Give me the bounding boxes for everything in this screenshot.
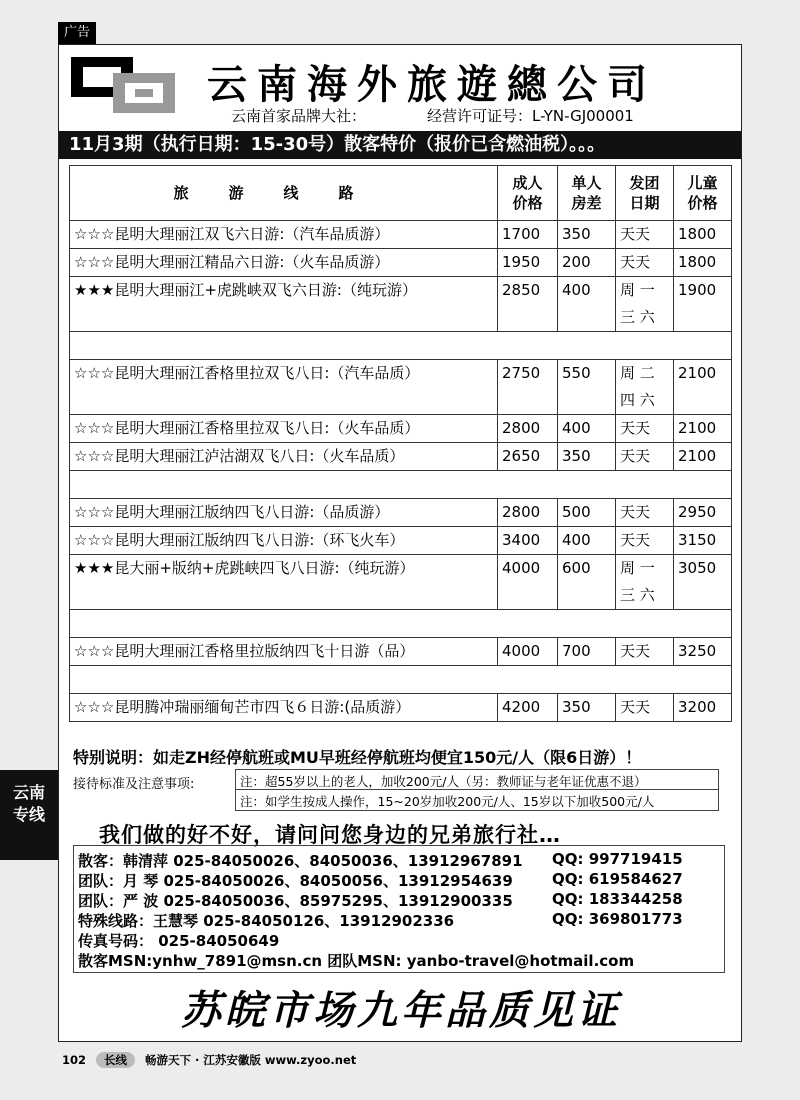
notes-box: [235, 769, 719, 811]
adult-price: 2650: [498, 443, 558, 471]
side-tab-line2: 专线: [12, 805, 45, 824]
contact-qq: QQ: 619584627: [552, 870, 683, 888]
depart-day-text: 周 二: [620, 364, 655, 382]
header-route: 旅游线路: [70, 166, 498, 221]
route-name: ☆☆☆昆明大理丽江精品六日游:（火车品质游）: [70, 249, 498, 277]
adult-price: 2800: [498, 415, 558, 443]
depart-days: [616, 443, 674, 471]
license-number: 经营许可证号：L-YN-GJ00001: [427, 107, 634, 125]
adult-price: 2850: [498, 277, 558, 332]
ad-page: [58, 44, 742, 1042]
adult-price: 4000: [498, 555, 558, 610]
table-row: [70, 415, 732, 443]
route-name: ☆☆☆昆明大理丽江双飞六日游:（汽车品质游）: [70, 221, 498, 249]
contact-qq: QQ: 369801773: [552, 910, 683, 928]
header-single: 单人 房差: [558, 166, 616, 221]
adult-price: 2750: [498, 360, 558, 415]
side-tab-line1: 云南: [12, 783, 45, 802]
depart-day-text: 周 一: [620, 559, 655, 577]
depart-days: [616, 277, 674, 332]
adult-price: 4000: [498, 638, 558, 666]
route-name: ☆☆☆昆明大理丽江香格里拉版纳四飞十日游（品）: [70, 638, 498, 666]
depart-days: [616, 527, 674, 555]
route-name: ☆☆☆昆明大理丽江香格里拉双飞八日:（火车品质）: [70, 415, 498, 443]
child-price: 2100: [674, 415, 732, 443]
depart-days: [616, 638, 674, 666]
table-row: [70, 249, 732, 277]
note-item: 注：超55岁以上的老人，加收200元/人（另：教师证与老年证优惠不退）: [240, 774, 647, 789]
depart-day-text: 三 六: [620, 308, 655, 326]
depart-day-text: 周 一: [620, 281, 655, 299]
publication-name: 畅游天下 · 江苏安徽版 www.zyoo.net: [145, 1053, 357, 1067]
ad-tag: 广告: [58, 22, 96, 44]
company-logo-icon: [69, 55, 179, 115]
single-room-diff: 350: [558, 443, 616, 471]
slogan: 我们做的好不好，请问问您身边的兄弟旅行社…: [99, 823, 561, 847]
table-row: [70, 638, 732, 666]
route-name: ☆☆☆昆明大理丽江版纳四飞八日游:（环飞火车）: [70, 527, 498, 555]
depart-days: [616, 415, 674, 443]
section-badge: 长线: [96, 1052, 135, 1068]
route-name: ☆☆☆昆明大理丽江版纳四飞八日游:（品质游）: [70, 499, 498, 527]
depart-day-text: 天天: [620, 447, 651, 465]
quality-slogan: 苏皖市场九年品质见证: [181, 987, 621, 1034]
route-name: ☆☆☆昆明大理丽江泸沽湖双飞八日:（火车品质）: [70, 443, 498, 471]
child-price: 3050: [674, 555, 732, 610]
route-price-table: [69, 165, 732, 722]
adult-price: 1950: [498, 249, 558, 277]
table-gap-row: [70, 332, 732, 360]
header-adult: 成人 价格: [498, 166, 558, 221]
depart-day-text: 天天: [620, 419, 651, 437]
table-gap-row: [70, 471, 732, 499]
contact-box: [73, 845, 725, 973]
depart-day-text: 天天: [620, 642, 651, 660]
single-room-diff: 550: [558, 360, 616, 415]
route-name: ☆☆☆昆明大理丽江香格里拉双飞八日:（汽车品质）: [70, 360, 498, 415]
depart-day-text: 天天: [620, 225, 651, 243]
table-row: [70, 555, 732, 610]
notes-label: 接待标准及注意事项:: [73, 777, 195, 792]
header-depart: 发团 日期: [616, 166, 674, 221]
depart-days: [616, 555, 674, 610]
depart-days: [616, 499, 674, 527]
child-price: 3150: [674, 527, 732, 555]
table-row: [70, 221, 732, 249]
page-number: 102: [62, 1053, 87, 1067]
depart-days: [616, 360, 674, 415]
single-room-diff: 600: [558, 555, 616, 610]
single-room-diff: 400: [558, 527, 616, 555]
adult-price: 3400: [498, 527, 558, 555]
table-gap-row: [70, 666, 732, 694]
depart-days: [616, 694, 674, 722]
contact-row: 团队：月 琴 025-84050026、84050056、13912954639: [78, 872, 513, 890]
child-price: 1800: [674, 221, 732, 249]
child-price: 2100: [674, 360, 732, 415]
depart-days: [616, 249, 674, 277]
single-room-diff: 400: [558, 277, 616, 332]
adult-price: 2800: [498, 499, 558, 527]
side-tab-yunnan: [0, 770, 58, 860]
table-row: [70, 277, 732, 332]
child-price: 2100: [674, 443, 732, 471]
depart-day-text: 天天: [620, 253, 651, 271]
single-room-diff: 200: [558, 249, 616, 277]
header-child: 儿童 价格: [674, 166, 732, 221]
contact-row: 散客：韩清萍 025-84050026、84050036、13912967891: [78, 852, 523, 870]
child-price: 1800: [674, 249, 732, 277]
contact-row: 传真号码： 025-84050649: [78, 932, 280, 950]
route-name: ★★★昆明大理丽江+虎跳峡双飞六日游:（纯玩游）: [70, 277, 498, 332]
depart-days: [616, 221, 674, 249]
single-room-diff: 500: [558, 499, 616, 527]
brand-tagline: 云南首家品牌大社：: [231, 107, 367, 125]
contact-row: 特殊线路：王慧琴 025-84050126、13912902336: [78, 912, 455, 930]
depart-day-text: 天天: [620, 503, 651, 521]
contact-qq: QQ: 997719415: [552, 850, 683, 868]
route-name: ☆☆☆昆明腾冲瑞丽缅甸芒市四飞６日游:(品质游）: [70, 694, 498, 722]
route-name: ★★★昆大丽+版纳+虎跳峡四飞八日游:（纯玩游）: [70, 555, 498, 610]
table-row: [70, 694, 732, 722]
table-row: [70, 527, 732, 555]
table-header-row: [70, 166, 732, 221]
page-footer: [62, 1052, 356, 1070]
table-row: [70, 499, 732, 527]
price-banner: 11月3期（执行日期：15-30号）散客特价（报价已含燃油税）。。。: [59, 131, 741, 159]
single-room-diff: 700: [558, 638, 616, 666]
depart-day-text: 天天: [620, 698, 651, 716]
adult-price: 1700: [498, 221, 558, 249]
special-note: 特别说明：如走ZH经停航班或MU早班经停航班均便宜150元/人（限6日游）！: [73, 748, 642, 767]
depart-day-text: 三 六: [620, 586, 655, 604]
child-price: 3200: [674, 694, 732, 722]
depart-day-text: 天天: [620, 531, 651, 549]
company-name: 云南海外旅遊總公司: [207, 62, 657, 108]
contact-msn: 散客MSN:ynhw_7891@msn.cn 团队MSN: yanbo-travel@hotmail.com: [78, 952, 635, 970]
single-room-diff: 350: [558, 221, 616, 249]
child-price: 1900: [674, 277, 732, 332]
contact-qq: QQ: 183344258: [552, 890, 683, 908]
table-row: [70, 443, 732, 471]
contact-row: 团队：严 波 025-84050036、85975295、13912900335: [78, 892, 513, 910]
single-room-diff: 400: [558, 415, 616, 443]
child-price: 2950: [674, 499, 732, 527]
table-gap-row: [70, 610, 732, 638]
adult-price: 4200: [498, 694, 558, 722]
depart-day-text: 四 六: [620, 391, 655, 409]
table-row: [70, 360, 732, 415]
single-room-diff: 350: [558, 694, 616, 722]
child-price: 3250: [674, 638, 732, 666]
note-item: 注：如学生按成人操作，15~20岁加收200元/人、15岁以下加收500元/人: [240, 794, 655, 809]
